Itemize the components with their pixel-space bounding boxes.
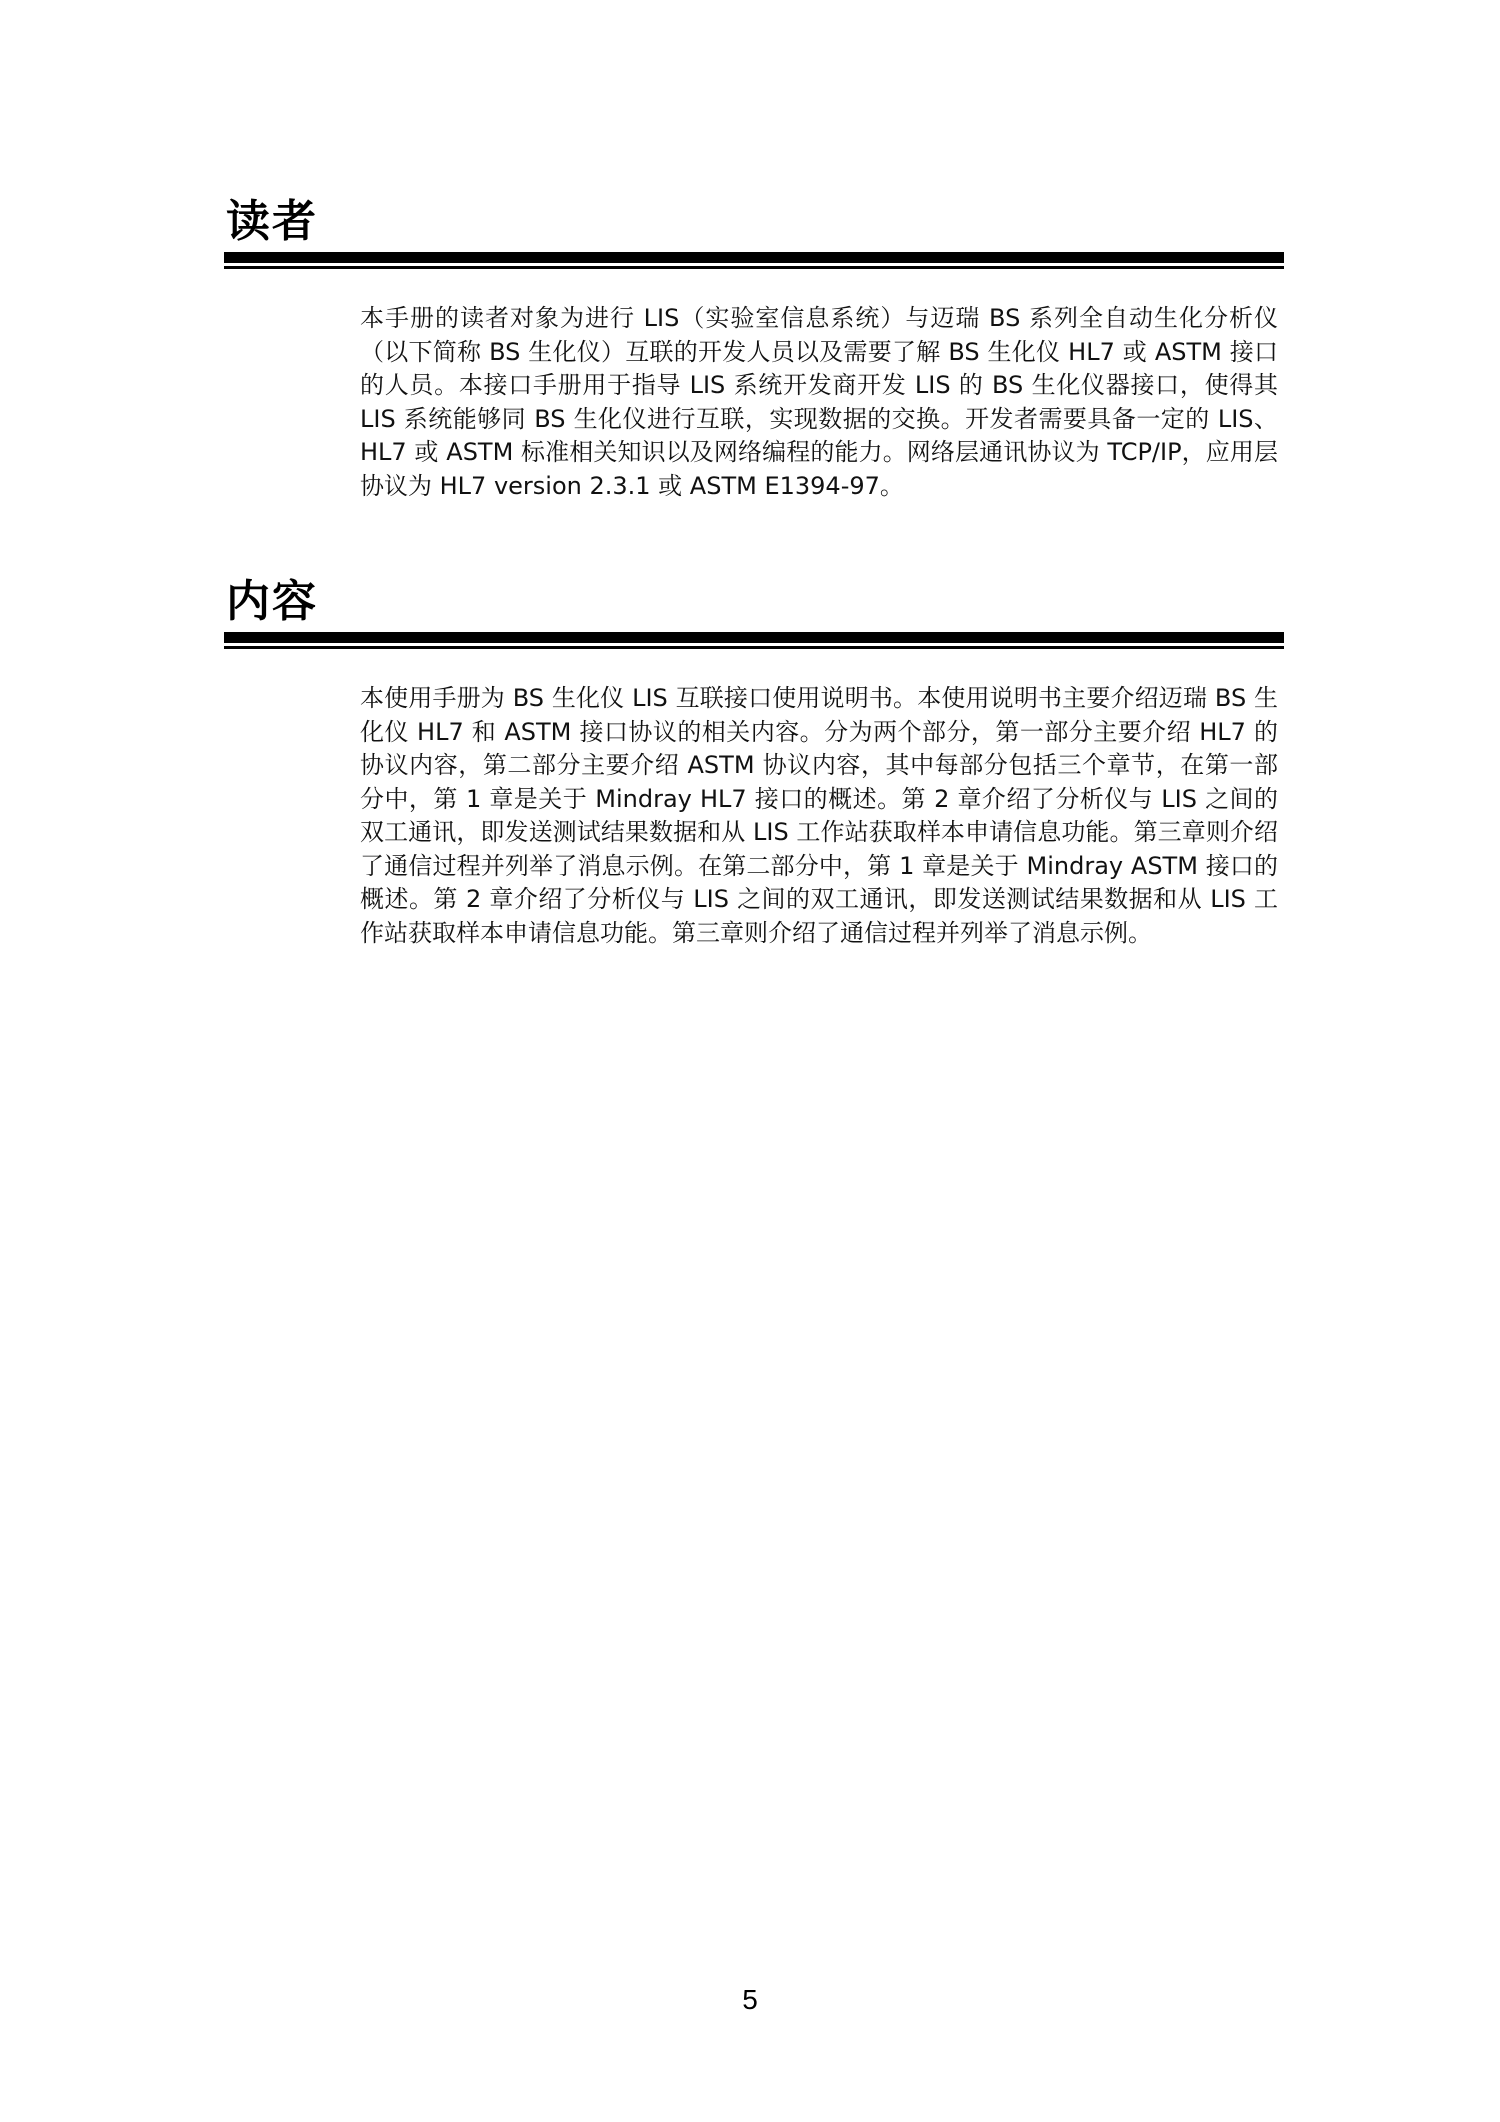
rule-thin (224, 266, 1284, 269)
section-body-readers: 本手册的读者对象为进行 LIS（实验室信息系统）与迈瑞 BS 系列全自动生化分析仪（以下简称 BS 生化仪）互联的开发人员以及需要了解 BS 生化仪 HL7 或 ASTM 接口的人员。本接口手册用于指导 LIS 系统开发商开发 LIS 的 BS 生化仪器接口，使得其 LIS 系统能够同 BS 生化仪进行互联，实现数据的交换。开发者需要具备一定的 LIS、HL7 或 ASTM 标准相关知识以及网络编程的能力。网络层通讯协议为 TCP/IP，应用层协议为 HL7 version 2.3.1 或 ASTM E1394-97。 (360, 304, 1278, 500)
section-body-contents: 本使用手册为 BS 生化仪 LIS 互联接口使用说明书。本使用说明书主要介绍迈瑞 BS 生化仪 HL7 和 ASTM 接口协议的相关内容。分为两个部分，第一部分主要介绍 HL7 的协议内容，第二部分主要介绍 ASTM 协议内容，其中每部分包括三个章节，在第一部分中，第 1 章是关于 Mindray HL7 接口的概述。第 2 章介绍了分析仪与 LIS 之间的双工通讯，即发送测试结果数据和从 LIS 工作站获取样本申请信息功能。第三章则介绍了通信过程并列举了消息示例。在第二部分中，第 1 章是关于 Mindray ASTM 接口的概述。第 2 章介绍了分析仪与 LIS 之间的双工通讯，即发送测试结果数据和从 LIS 工作站获取样本申请信息功能。第三章则介绍了通信过程并列举了消息示例。 (360, 684, 1278, 947)
rule-thick (224, 252, 1284, 263)
page-number: 5 (742, 1984, 758, 2015)
rule-thick (224, 632, 1284, 643)
section-heading-readers: 读者 (226, 196, 318, 247)
heading-rule-contents (224, 632, 1284, 649)
rule-thin (224, 646, 1284, 649)
heading-rule-readers (224, 252, 1284, 269)
section-heading-contents: 内容 (226, 576, 318, 627)
